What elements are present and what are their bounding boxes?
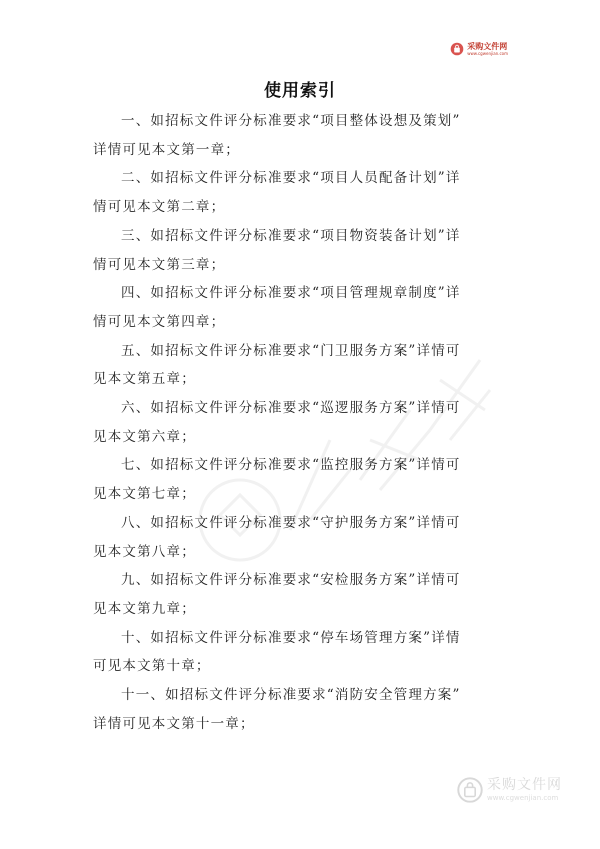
- index-item-4: [93, 279, 513, 336]
- header-logo-url: www.cgwenjian.com: [467, 50, 508, 56]
- index-item-line1: 八、如招标文件评分标准要求“守护服务方案”详情可: [121, 514, 461, 531]
- index-item-line2: 详情可见本文第十一章；: [93, 715, 255, 732]
- index-item-1: [93, 107, 513, 164]
- header-logo-name: 采购文件网: [467, 41, 508, 51]
- index-item-line2: 见本文第八章；: [93, 543, 196, 560]
- index-item-3: [93, 222, 513, 279]
- index-item-line1: 十、如招标文件评分标准要求“停车场管理方案”详情: [121, 629, 461, 646]
- index-item-8: [93, 509, 513, 566]
- footer-logo: [457, 777, 562, 803]
- footer-logo-name: 采购文件网: [487, 777, 562, 793]
- index-item-line2: 详情可见本文第一章；: [93, 141, 240, 158]
- index-item-line2: 见本文第九章；: [93, 600, 196, 617]
- index-item-2: [93, 164, 513, 221]
- index-item-line2: 见本文第六章；: [93, 428, 196, 445]
- index-item-line1: 三、如招标文件评分标准要求“项目物资装备计划”详: [121, 227, 461, 244]
- index-item-line2: 见本文第七章；: [93, 486, 196, 503]
- index-item-line1: 六、如招标文件评分标准要求“巡逻服务方案”详情可: [121, 400, 461, 417]
- index-item-line2: 情可见本文第二章；: [93, 199, 226, 216]
- page-title: 使用索引: [264, 81, 336, 101]
- index-item-line1: 五、如招标文件评分标准要求“门卫服务方案”详情可: [121, 342, 461, 359]
- index-item-6: [93, 394, 513, 451]
- index-item-line1: 一、如招标文件评分标准要求“项目整体设想及策划”: [121, 113, 461, 129]
- logo-bag-icon: [450, 42, 464, 56]
- index-item-7: [93, 451, 513, 508]
- index-item-line2: 情可见本文第三章；: [93, 256, 226, 273]
- index-item-line1: 七、如招标文件评分标准要求“监控服务方案”详情可: [121, 457, 461, 474]
- logo-bag-icon: [457, 777, 483, 803]
- index-list: [93, 107, 513, 738]
- footer-logo-url: www.cgwenjian.com: [487, 794, 559, 802]
- index-item-line2: 可见本文第十章；: [93, 658, 211, 675]
- index-item-5: [93, 337, 513, 394]
- index-item-line2: 见本文第五章；: [93, 371, 196, 388]
- header-logo: [450, 42, 508, 56]
- index-item-line1: 十一、如招标文件评分标准要求“消防安全管理方案”: [121, 687, 461, 704]
- index-item-line1: 四、如招标文件评分标准要求“项目管理规章制度”详: [121, 285, 461, 302]
- index-item-10: [93, 624, 513, 681]
- index-item-line1: 九、如招标文件评分标准要求“安检服务方案”详情可: [121, 572, 461, 589]
- index-item-9: [93, 566, 513, 623]
- index-item-line1: 二、如招标文件评分标准要求“项目人员配备计划”详: [121, 170, 461, 187]
- index-item-11: [93, 681, 513, 738]
- index-item-line2: 情可见本文第四章；: [93, 313, 226, 330]
